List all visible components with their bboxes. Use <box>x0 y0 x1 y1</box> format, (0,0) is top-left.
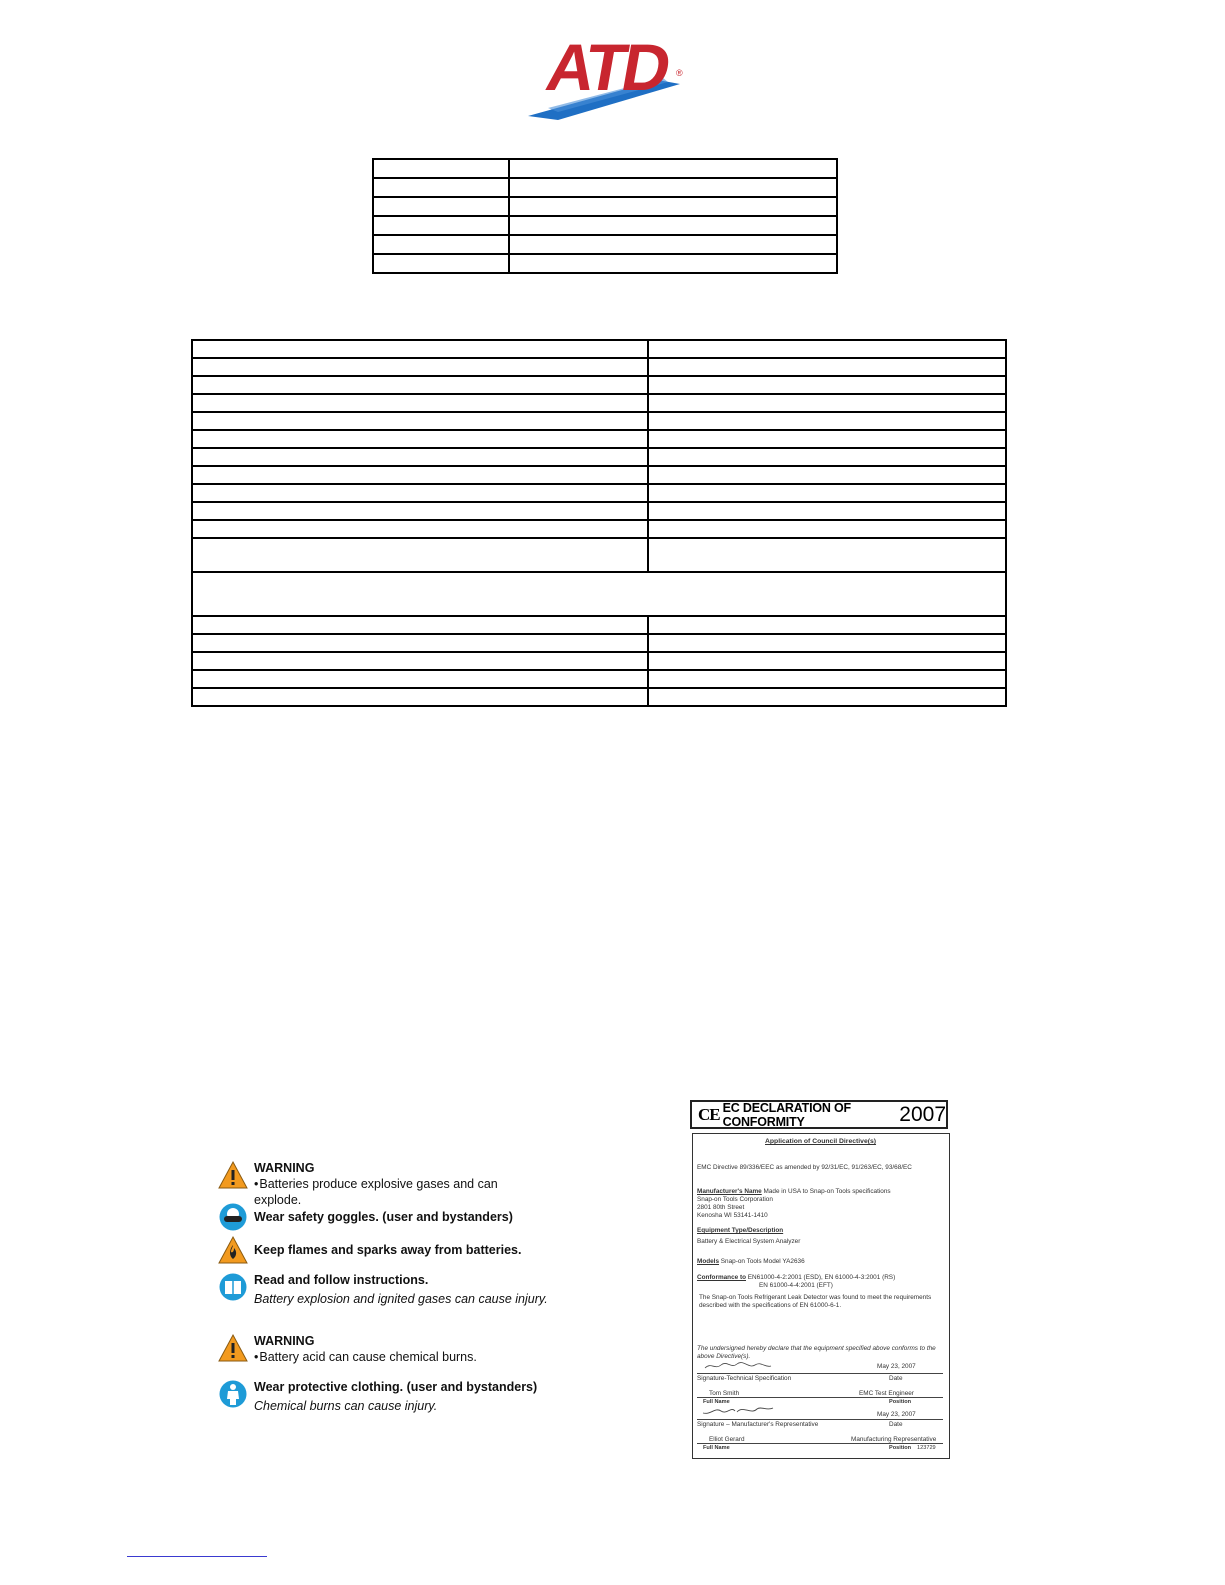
table-row <box>192 394 1006 412</box>
table-cell <box>192 340 648 358</box>
date-1: May 23, 2007 <box>877 1363 916 1370</box>
table-row <box>192 484 1006 502</box>
table-cell <box>373 254 509 273</box>
table-row <box>192 634 1006 652</box>
table-cell <box>192 652 648 670</box>
clothing-subtext: Chemical burns can cause injury. <box>254 1399 438 1413</box>
declaration-year: 2007 <box>899 1102 946 1126</box>
statement-line-1: The Snap-on Tools Refrigerant Leak Detector was found to meet the requirements <box>699 1294 932 1301</box>
table-cell <box>192 520 648 538</box>
instructions-subtext: Battery explosion and ignited gases can cause injury. <box>254 1292 548 1306</box>
ec-declaration-of-conformity <box>688 1098 954 1464</box>
instructions-row <box>218 1272 548 1307</box>
signature-1-label: Signature-Technical Specification <box>697 1375 792 1382</box>
declaration-title-bar <box>690 1100 948 1129</box>
table-row-span <box>192 572 1006 616</box>
table-cell <box>192 412 648 430</box>
svg-text:ATD: ATD <box>541 31 673 105</box>
table-cell <box>373 178 509 197</box>
position-2: Manufacturing Representative <box>851 1436 937 1443</box>
declare-line-2: above Directive(s). <box>697 1353 751 1360</box>
table-cell <box>192 502 648 520</box>
table-cell <box>373 235 509 254</box>
table-cell <box>509 235 837 254</box>
table-cell <box>192 448 648 466</box>
table-row <box>373 216 837 235</box>
table-cell <box>648 376 1006 394</box>
address-line-1: Snap-on Tools Corporation <box>697 1196 773 1203</box>
position-label-2: Position <box>889 1445 912 1451</box>
safety-warnings <box>218 1156 548 1426</box>
statement-line-2: described with the specifications of EN 61000-6-1. <box>699 1302 842 1309</box>
info-table-small <box>372 158 838 274</box>
warning2-text: • Battery acid can cause chemical burns. <box>254 1349 477 1365</box>
flames-text: Keep flames and sparks away from batteries. <box>254 1243 522 1257</box>
table-row <box>192 538 1006 572</box>
table-row <box>192 358 1006 376</box>
date-label-2: Date <box>889 1421 903 1428</box>
warning-explosive <box>218 1160 548 1208</box>
warning-acid <box>218 1333 477 1365</box>
declaration-body <box>692 1133 950 1459</box>
table-cell <box>373 197 509 216</box>
table-cell <box>509 159 837 178</box>
table-cell <box>192 670 648 688</box>
address-line-2: 2801 80th Street <box>697 1204 745 1211</box>
clothing-row <box>218 1379 537 1414</box>
ce-mark-icon: CE <box>698 1104 720 1124</box>
signature-2-label: Signature – Manufacturer's Representative <box>697 1421 819 1428</box>
conformance-label: Conformance to <box>697 1274 746 1281</box>
table-cell <box>648 394 1006 412</box>
table-row <box>192 412 1006 430</box>
table-cell <box>192 466 648 484</box>
table-cell <box>192 616 648 634</box>
warning-triangle-icon <box>218 1333 248 1363</box>
protective-clothing-icon <box>218 1379 248 1409</box>
table-row <box>373 254 837 273</box>
table-cell <box>648 466 1006 484</box>
table-cell <box>509 216 837 235</box>
table-row <box>192 466 1006 484</box>
table-cell <box>648 358 1006 376</box>
flame-icon <box>218 1235 248 1265</box>
table-cell <box>192 484 648 502</box>
table-row <box>373 178 837 197</box>
conformance-line <box>697 1274 895 1282</box>
table-cell <box>648 688 1006 706</box>
table-cell <box>648 502 1006 520</box>
models-value: Snap-on Tools Model YA2636 <box>720 1258 805 1265</box>
full-name-label-1: Full Name <box>703 1399 730 1405</box>
name-2: Elliot Gerard <box>709 1436 745 1443</box>
table-row <box>192 616 1006 634</box>
conformance-value-2: EN 61000-4-4:2001 (EFT) <box>759 1282 833 1289</box>
table-cell <box>648 634 1006 652</box>
models-line <box>697 1258 805 1266</box>
warning1-title: WARNING <box>254 1161 315 1175</box>
table-cell <box>648 412 1006 430</box>
warning1-text: • Batteries produce explosive gases and can explode. <box>254 1176 548 1208</box>
position-label-1: Position <box>889 1399 912 1405</box>
table-cell <box>648 670 1006 688</box>
directive-text: EMC Directive 89/336/EEC as amended by 92/31/EC, 91/263/EC, 93/68/EC <box>697 1164 912 1171</box>
equipment-label: Equipment Type/Description <box>697 1227 784 1234</box>
manual-icon <box>218 1272 248 1302</box>
table-cell <box>509 178 837 197</box>
clothing-text: Wear protective clothing. (user and bystanders) <box>254 1380 538 1394</box>
table-cell <box>648 616 1006 634</box>
table-row <box>373 235 837 254</box>
table-cell <box>648 652 1006 670</box>
instructions-text: Read and follow instructions. <box>254 1273 429 1287</box>
table-cell <box>192 358 648 376</box>
signature-1-icon <box>703 1360 773 1372</box>
table-row <box>192 670 1006 688</box>
table-cell <box>509 197 837 216</box>
goggles-icon <box>218 1202 248 1232</box>
position-code: 123729 <box>917 1445 936 1451</box>
table-row <box>192 652 1006 670</box>
declaration-heading: Application of Council Directive(s) <box>765 1138 877 1145</box>
table-row <box>192 340 1006 358</box>
table-row <box>192 502 1006 520</box>
table-row <box>192 448 1006 466</box>
table-row <box>192 376 1006 394</box>
name-1: Tom Smith <box>709 1390 740 1397</box>
spec-table <box>191 339 1007 707</box>
table-row <box>192 688 1006 706</box>
date-2: May 23, 2007 <box>877 1411 916 1418</box>
svg-text:®: ® <box>676 68 683 78</box>
table-cell <box>648 340 1006 358</box>
equipment-value: Battery & Electrical System Analyzer <box>697 1238 801 1245</box>
table-row <box>192 430 1006 448</box>
flames-row <box>218 1235 521 1265</box>
table-cell <box>373 159 509 178</box>
full-name-label-2: Full Name <box>703 1445 730 1451</box>
table-row <box>373 197 837 216</box>
table-cell <box>509 254 837 273</box>
table-cell <box>648 538 1006 572</box>
goggles-row <box>218 1202 513 1232</box>
manufacturer-label: Manufacturer's Name <box>697 1188 762 1195</box>
models-label: Models <box>697 1258 720 1265</box>
table-cell <box>648 520 1006 538</box>
manufacturer-line <box>697 1188 891 1196</box>
goggles-text: Wear safety goggles. (user and bystanders) <box>254 1210 513 1224</box>
conformance-value-1: EN61000-4-2:2001 (ESD), EN 61000-4-3:2001 (RS) <box>747 1274 896 1281</box>
table-cell <box>192 394 648 412</box>
table-cell <box>192 688 648 706</box>
position-1: EMC Test Engineer <box>859 1390 914 1397</box>
warning-triangle-icon <box>218 1160 248 1190</box>
warning2-title: WARNING <box>254 1334 315 1348</box>
table-row <box>373 159 837 178</box>
signature-2-icon <box>701 1403 781 1417</box>
table-cell <box>373 216 509 235</box>
table-cell <box>192 538 648 572</box>
table-cell <box>648 448 1006 466</box>
declare-line-1: The undersigned hereby declare that the equipment specified above conforms to the <box>697 1345 936 1352</box>
table-cell <box>192 430 648 448</box>
table-cell <box>648 430 1006 448</box>
manufacturer-value: Made in USA to Snap-on Tools specifications <box>763 1188 891 1195</box>
footer-link[interactable] <box>127 1556 267 1557</box>
table-cell <box>192 376 648 394</box>
table-cell <box>192 634 648 652</box>
table-cell <box>192 572 1006 616</box>
address-line-3: Kenosha WI 53141-1410 <box>697 1212 768 1219</box>
table-cell <box>648 484 1006 502</box>
date-label-1: Date <box>889 1375 903 1382</box>
atd-logo <box>528 20 698 120</box>
declaration-title: EC DECLARATION OF CONFORMITY <box>722 1100 851 1129</box>
table-row <box>192 520 1006 538</box>
